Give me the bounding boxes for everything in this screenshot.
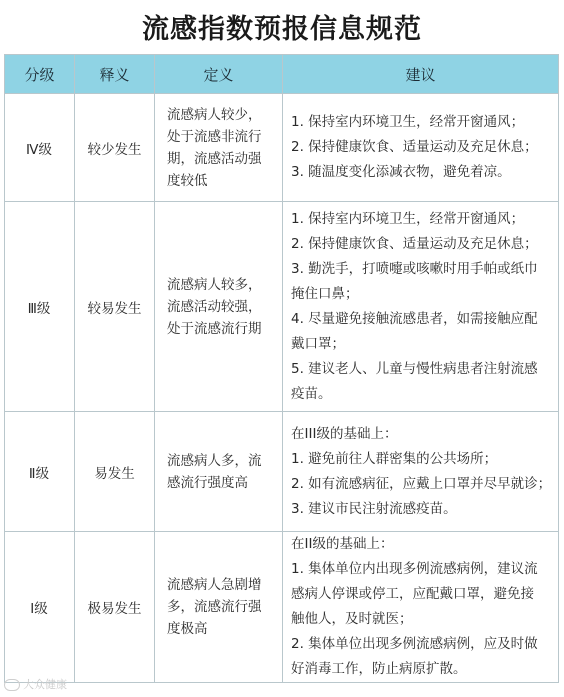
header-definition: 定义 xyxy=(155,55,283,94)
row-level: Ⅳ级 xyxy=(5,94,75,202)
advice-line: 好消毒工作，防止病原扩散。 xyxy=(291,661,467,677)
watermark-text: 大众健康 xyxy=(23,678,67,691)
advice-line: 3. 勤洗手，打喷嚏或咳嗽时用手帕或纸巾 xyxy=(291,260,538,277)
table-row xyxy=(5,94,559,202)
weibo-logo-icon xyxy=(4,679,20,691)
row-definition xyxy=(155,412,283,532)
row-level: Ⅲ级 xyxy=(5,202,75,412)
advice-line: 在III级的基础上： xyxy=(291,425,398,442)
advice-line: 2. 集体单位出现多例流感病例，应及时做 xyxy=(291,636,538,652)
row-advice xyxy=(283,94,559,202)
header-level: 分级 xyxy=(5,55,75,94)
definition-line: 处于流感流行期 xyxy=(167,320,262,337)
advice-line: 3. 随温度变化添减衣物，避免着凉。 xyxy=(291,164,511,180)
advice-line: 3. 建议市民注射流感疫苗。 xyxy=(291,500,457,517)
definition-line: 流感病人急剧增 xyxy=(167,577,262,593)
table-row xyxy=(5,202,559,412)
definition-line: 流感病人较少， xyxy=(167,106,262,123)
header-advice: 建议 xyxy=(283,55,559,94)
definition-line: 多，流感流行强 xyxy=(167,599,262,615)
definition-line: 流感病人较多， xyxy=(167,276,262,293)
table-row xyxy=(5,412,559,532)
row-advice xyxy=(283,412,559,532)
advice-line: 1. 避免前往人群密集的公共场所； xyxy=(291,450,498,467)
advice-line: 1. 保持室内环境卫生，经常开窗通风； xyxy=(291,210,525,227)
flu-index-table xyxy=(4,54,559,683)
table-header-row xyxy=(5,55,559,94)
row-advice xyxy=(283,532,559,683)
page-title: 流感指数预报信息规范 xyxy=(142,13,422,45)
table-row xyxy=(5,532,559,683)
definition-line: 流感活动较强， xyxy=(167,298,262,315)
watermark xyxy=(4,676,67,692)
advice-line: 1. 集体单位内出现多例流感病例，建议流 xyxy=(291,561,538,577)
advice-line: 戴口罩； xyxy=(291,335,345,352)
advice-line: 触他人，及时就医； xyxy=(291,611,413,627)
advice-line: 在II级的基础上： xyxy=(291,536,394,552)
row-meaning: 较少发生 xyxy=(75,94,155,202)
definition-line: 度极高 xyxy=(167,621,208,637)
row-definition xyxy=(155,532,283,683)
row-advice xyxy=(283,202,559,412)
definition-line: 度较低 xyxy=(167,172,208,189)
advice-line: 掩住口鼻； xyxy=(291,285,359,302)
definition-line: 期，流感活动强 xyxy=(167,150,262,167)
advice-line: 1. 保持室内环境卫生，经常开窗通风； xyxy=(291,114,525,130)
advice-line: 2. 如有流感病征，应戴上口罩并尽早就诊； xyxy=(291,475,552,492)
row-definition xyxy=(155,202,283,412)
row-meaning: 极易发生 xyxy=(75,532,155,683)
row-level: Ⅰ级 xyxy=(5,532,75,683)
advice-line: 5. 建议老人、儿童与慢性病患者注射流感 xyxy=(291,360,538,377)
advice-line: 2. 保持健康饮食、适量运动及充足休息； xyxy=(291,139,538,155)
row-meaning: 较易发生 xyxy=(75,202,155,412)
advice-line: 4. 尽量避免接触流感患者，如需接触应配 xyxy=(291,310,538,327)
row-meaning: 易发生 xyxy=(75,412,155,532)
row-definition xyxy=(155,94,283,202)
definition-line: 感流行强度高 xyxy=(167,474,248,491)
definition-line: 处于流感非流行 xyxy=(167,128,262,145)
row-level: Ⅱ级 xyxy=(5,412,75,532)
header-meaning: 释义 xyxy=(75,55,155,94)
definition-line: 流感病人多，流 xyxy=(167,452,262,469)
advice-line: 疫苗。 xyxy=(291,385,332,402)
advice-line: 感病人停课或停工，应配戴口罩，避免接 xyxy=(291,586,534,602)
advice-line: 2. 保持健康饮食、适量运动及充足休息； xyxy=(291,235,538,252)
